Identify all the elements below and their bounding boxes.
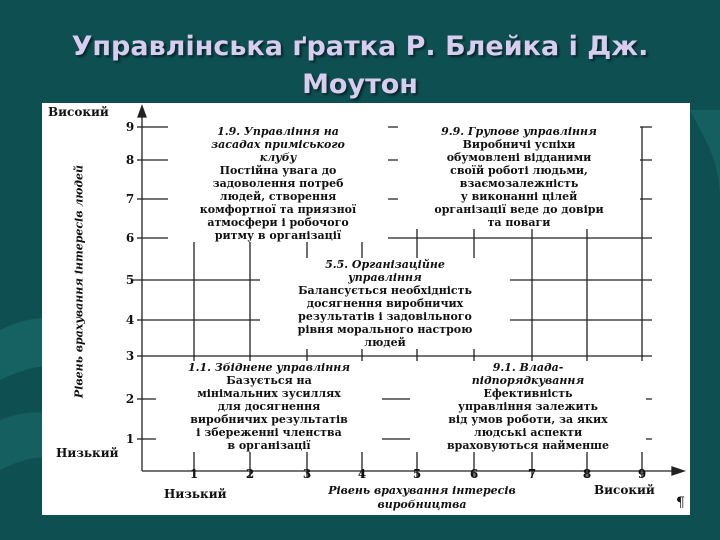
style-1-9-heading-3: клубу (259, 151, 297, 164)
x-axis-high-label: Високий (594, 483, 655, 497)
y-tick-7: 7 (125, 192, 135, 206)
style-5-5-heading-1: 5.5. Організаційне (325, 258, 445, 271)
y-tick-6: 6 (125, 231, 135, 245)
x-axis-title-line-1: Рівень врахування інтересів (328, 484, 516, 497)
style-9-1-heading-2: підпорядкування (471, 374, 585, 387)
y-tick-5: 5 (125, 273, 135, 287)
style-9-9-body-7: та поваги (487, 216, 551, 229)
style-9-1-body-4: людські аспекти (473, 426, 583, 439)
slide-title (0, 28, 720, 104)
style-9-9-heading-1: 9.9. Групове управління (441, 125, 597, 138)
style-5-5-body-4: рівня морального настрою (297, 323, 473, 336)
y-tick-1: 1 (125, 432, 135, 446)
y-tick-2: 2 (125, 392, 135, 406)
style-9-1-body-3: від умов роботи, за яких (448, 413, 608, 426)
style-1-1-body-1: Базується на (226, 374, 312, 387)
style-1-9-body-4: комфортної та приязної (199, 203, 357, 216)
managerial-grid-panel (42, 103, 690, 515)
style-1-9-body-6: ритму в організації (214, 229, 342, 242)
style-9-9-body-6: організації веде до довіри (434, 203, 604, 216)
style-9-1-box (410, 361, 646, 452)
y-tick-8: 8 (125, 153, 135, 167)
style-9-9-body-3: своїй роботі людьми, (450, 164, 588, 177)
style-9-1-body-5: враховуються найменше (446, 439, 610, 452)
style-9-1-body-1: Ефективність (483, 387, 573, 400)
style-1-9-heading-1: 1.9. Управління на (217, 125, 339, 138)
x-axis-title (277, 484, 567, 512)
x-tick-5: 5 (412, 467, 422, 481)
x-tick-1: 1 (189, 467, 199, 481)
style-5-5-body-1: Балансується необхідність (298, 284, 472, 297)
style-5-5-box (260, 258, 510, 349)
style-9-9-body-5: у виконанні цілей (460, 190, 578, 203)
x-tick-3: 3 (302, 467, 312, 481)
style-9-9-body-2: обумовлені відданими (446, 151, 592, 164)
y-tick-3: 3 (125, 349, 135, 363)
style-5-5-heading-2: управління (348, 271, 422, 284)
x-axis-low-label: Низький (164, 487, 227, 501)
style-1-9-body-2: задоволення потреб (212, 177, 344, 190)
x-tick-4: 4 (357, 467, 367, 481)
style-5-5-body-5: людей (364, 336, 406, 349)
title-line-1: Управлінська ґратка Р. Блейка і Дж. (71, 31, 649, 62)
style-9-1-body-2: управління залежить (458, 400, 598, 413)
y-axis-title: Рівень врахування інтересів людей (72, 164, 86, 399)
style-1-1-body-5: і збереженні членства (196, 426, 342, 439)
style-5-5-body-3: результатів і задовільного (298, 310, 472, 323)
style-1-9-body-5: атмосфери і робочого (207, 216, 349, 229)
style-1-1-body-6: в організації (227, 439, 311, 452)
style-1-1-body-4: виробничих результатів (190, 413, 348, 426)
style-1-9-heading-2: засадах приміського (211, 138, 345, 151)
style-1-1-box (156, 361, 382, 452)
title-line-2: Моутон (302, 69, 418, 100)
style-5-5-body-2: досягнення виробничих (306, 297, 464, 310)
style-1-1-body-2: мінімальних зусиллях (197, 387, 341, 400)
style-1-1-heading-1: 1.1. Збіднене управління (187, 361, 350, 374)
x-tick-6: 6 (469, 467, 479, 481)
style-1-9-box (168, 125, 388, 242)
style-1-9-body-1: Постійна увага до (219, 164, 337, 177)
y-tick-4: 4 (125, 313, 135, 327)
style-9-9-body-1: Виробничі успіхи (462, 138, 576, 151)
style-1-9-body-3: людей, створення (219, 190, 337, 203)
style-1-1-body-3: для досягнення (217, 400, 321, 413)
x-tick-7: 7 (527, 467, 537, 481)
pilcrow-mark: ¶ (676, 495, 685, 511)
x-tick-8: 8 (582, 467, 592, 481)
x-tick-2: 2 (245, 467, 255, 481)
y-axis-high-label: Високий (48, 105, 109, 119)
y-axis-low-label: Низький (56, 446, 119, 460)
style-9-9-body-4: взаємозалежність (459, 177, 579, 190)
y-tick-9: 9 (125, 120, 135, 134)
style-9-9-box (398, 125, 640, 229)
x-axis-title-line-2: виробництва (377, 498, 467, 511)
x-tick-9: 9 (637, 467, 647, 481)
style-9-1-heading-1: 9.1. Влада- (492, 361, 564, 374)
